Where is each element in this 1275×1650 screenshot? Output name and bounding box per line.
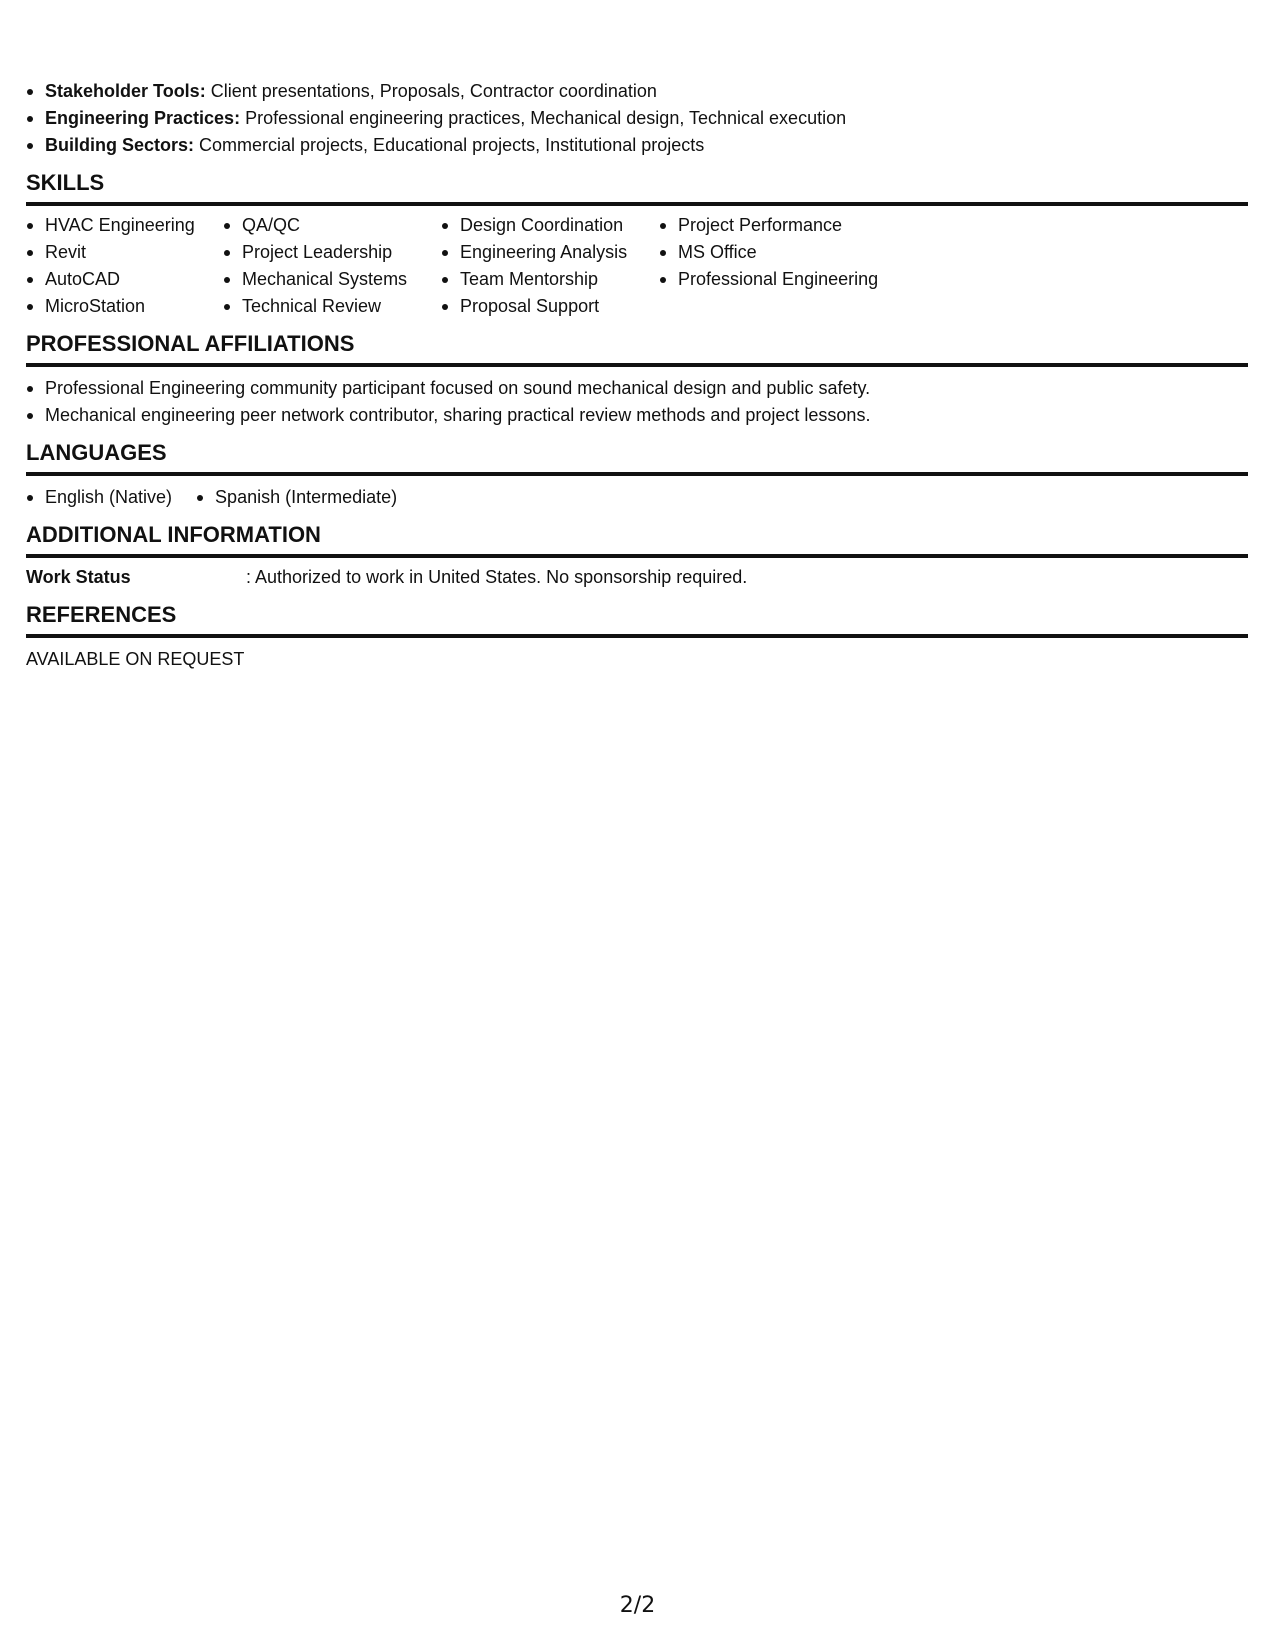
skill-item: MicroStation <box>26 293 223 320</box>
skill-item: Professional Engineering <box>659 266 919 293</box>
work-status-row <box>26 564 1248 591</box>
skill-item: Design Coordination <box>441 212 659 239</box>
skills-column-4 <box>659 212 919 320</box>
skills-grid <box>26 212 1248 320</box>
skill-item: HVAC Engineering <box>26 212 223 239</box>
affiliation-item: Professional Engineering community participant focused on sound mechanical design and public safety. <box>26 375 1248 402</box>
stakeholder-tools-text: Client presentations, Proposals, Contractor coordination <box>205 81 657 101</box>
skills-column-1 <box>26 212 223 320</box>
language-item: English (Native) <box>26 484 172 511</box>
engineering-practices-text: Professional engineering practices, Mechanical design, Technical execution <box>240 108 847 128</box>
building-sectors-item <box>26 132 1248 159</box>
skill-item: Mechanical Systems <box>223 266 441 293</box>
additional-information-heading: ADDITIONAL INFORMATION <box>26 521 1248 558</box>
skill-item: QA/QC <box>223 212 441 239</box>
languages-list <box>26 484 1248 511</box>
building-sectors-label: Building Sectors: <box>45 135 195 155</box>
skill-item: Proposal Support <box>441 293 659 320</box>
page-number: 2/2 <box>619 1593 656 1618</box>
resume-page <box>26 78 1248 673</box>
skill-item: Engineering Analysis <box>441 239 659 266</box>
skill-item: Technical Review <box>223 293 441 320</box>
skill-item: Revit <box>26 239 223 266</box>
professional-affiliations-list <box>26 375 1248 429</box>
skills-heading: SKILLS <box>26 169 1248 206</box>
skills-column-2 <box>223 212 441 320</box>
skill-item: Project Performance <box>659 212 919 239</box>
skill-item: Project Leadership <box>223 239 441 266</box>
skill-item: AutoCAD <box>26 266 223 293</box>
references-heading: REFERENCES <box>26 601 1248 638</box>
languages-heading: LANGUAGES <box>26 439 1248 476</box>
professional-affiliations-heading: PROFESSIONAL AFFILIATIONS <box>26 330 1248 367</box>
work-status-label: Work Status <box>26 567 131 587</box>
engineering-practices-label: Engineering Practices: <box>45 108 241 128</box>
skill-item: MS Office <box>659 239 919 266</box>
stakeholder-tools-label: Stakeholder Tools: <box>45 81 206 101</box>
intro-bullet-list <box>26 78 1248 159</box>
skills-column-3 <box>441 212 659 320</box>
stakeholder-tools-item <box>26 78 1248 105</box>
work-status-value: : Authorized to work in United States. No sponsorship required. <box>246 567 748 587</box>
references-text: AVAILABLE ON REQUEST <box>26 649 245 669</box>
building-sectors-text: Commercial projects, Educational projects, Institutional projects <box>194 135 705 155</box>
engineering-practices-item <box>26 105 1248 132</box>
skill-item: Team Mentorship <box>441 266 659 293</box>
language-item: Spanish (Intermediate) <box>196 484 397 511</box>
affiliation-item: Mechanical engineering peer network contributor, sharing practical review methods and project lessons. <box>26 402 1248 429</box>
